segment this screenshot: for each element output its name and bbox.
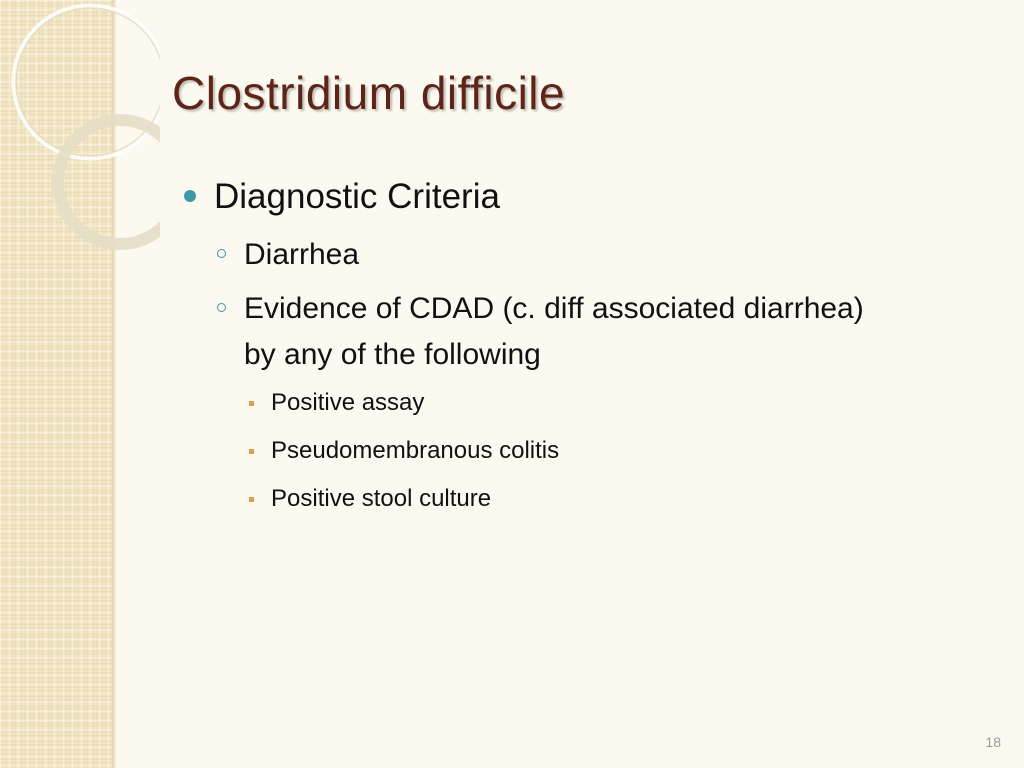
bullet-text: Evidence of CDAD (c. diff associated diarrhea) by any of the following	[244, 292, 864, 371]
bullet-item-level3	[180, 434, 880, 468]
bullet-text: Pseudomembranous colitis	[271, 437, 560, 464]
bullet-list	[180, 174, 880, 530]
ring-bullet-icon	[217, 303, 226, 312]
bullet-item-level1	[180, 174, 880, 220]
bullet-item-level2	[180, 232, 880, 278]
bullet-item-level2	[180, 286, 880, 378]
square-bullet-icon	[249, 497, 254, 502]
bullet-text: Positive stool culture	[271, 485, 492, 512]
bullet-text: Diagnostic Criteria	[214, 177, 500, 216]
slide-title: Clostridium difficile	[172, 67, 566, 119]
square-bullet-icon	[249, 401, 254, 406]
decorative-rings	[0, 0, 160, 260]
bullet-text: Diarrhea	[244, 238, 360, 271]
bullet-item-level3	[180, 386, 880, 420]
dot-bullet-icon	[184, 190, 196, 202]
square-bullet-icon	[249, 449, 254, 454]
bullet-text: Positive assay	[271, 389, 425, 416]
ring-bullet-icon	[217, 249, 226, 258]
bullet-item-level3	[180, 482, 880, 516]
slide-number: 18	[985, 734, 1001, 750]
